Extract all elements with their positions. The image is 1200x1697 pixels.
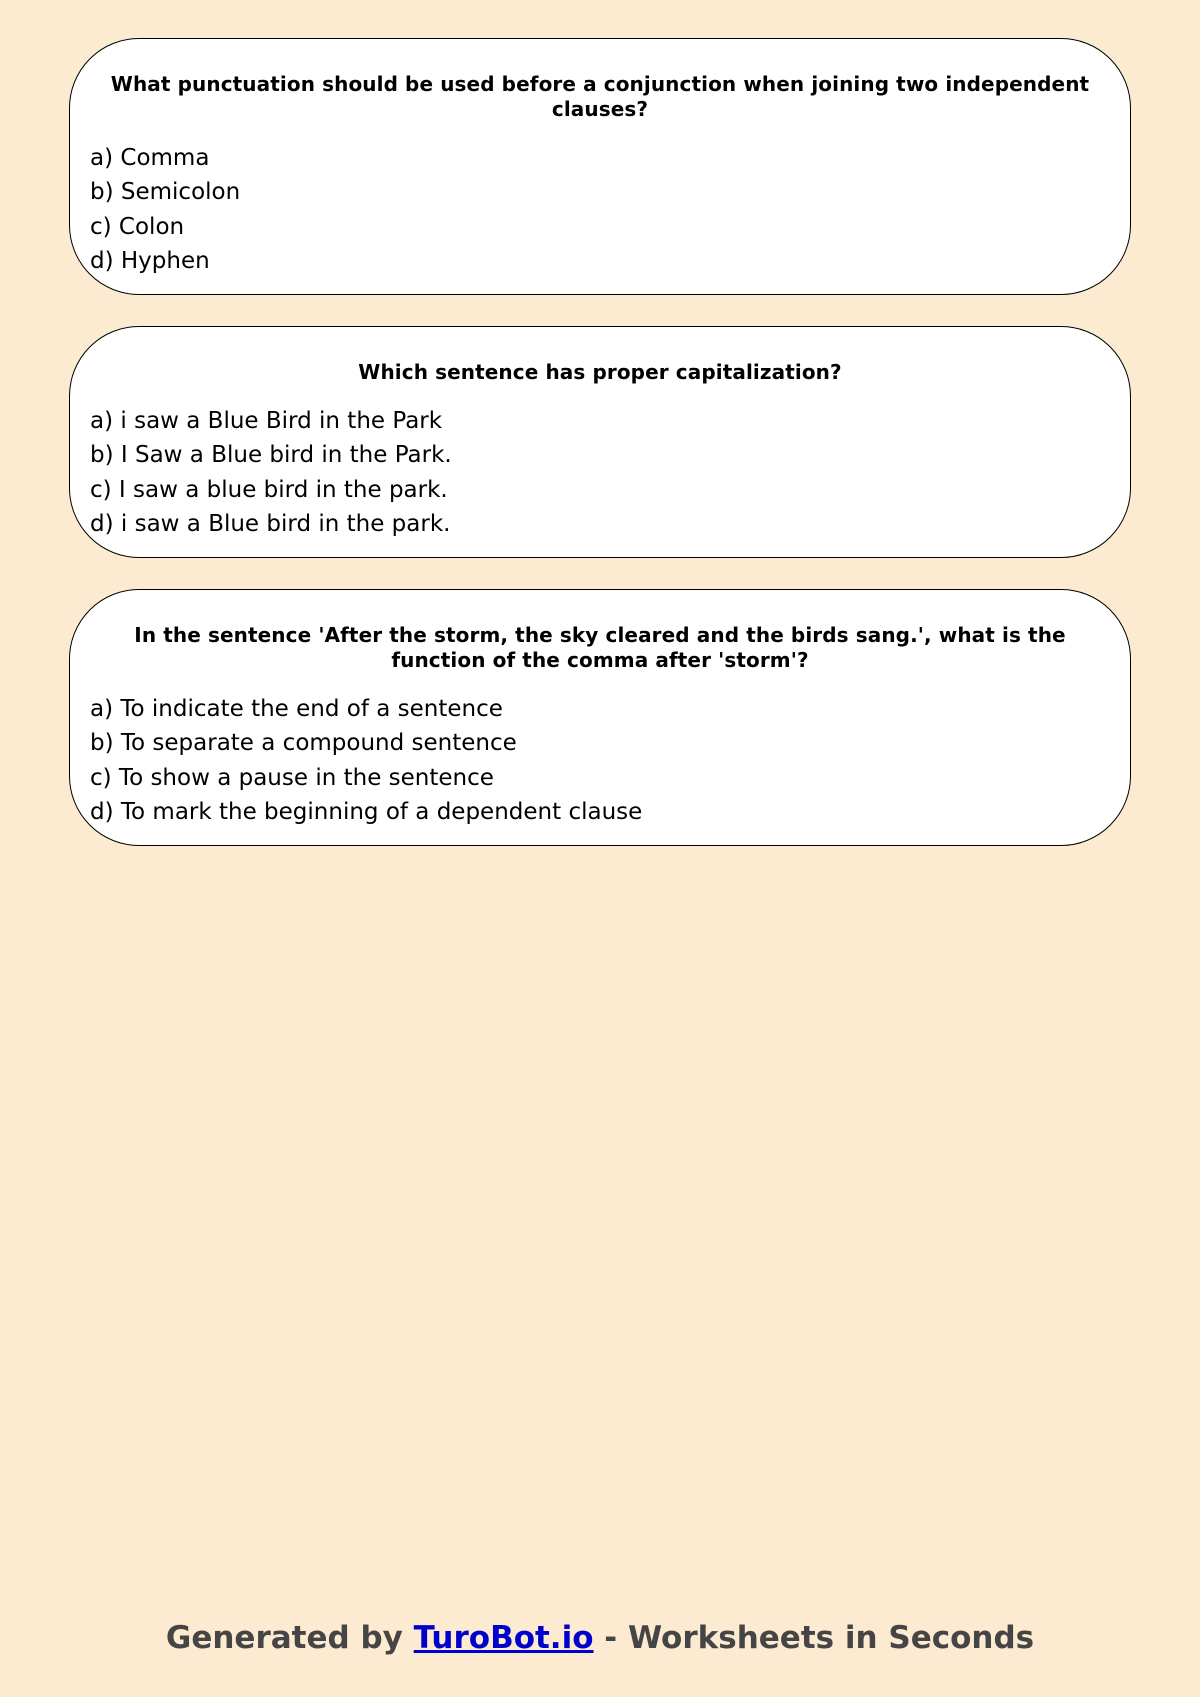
option-c: c) Colon [90,213,185,240]
question-text: In the sentence 'After the storm, the sky cleared and the birds sang.', what is the function of the comma after 'storm'? [134,623,1066,672]
options-list [90,404,1110,541]
footer-prefix: Generated by [165,1620,414,1656]
question-card-1 [69,38,1131,295]
options-list [90,692,1110,829]
option-b: b) To separate a compound sentence [90,730,517,757]
option-a: a) Comma [90,145,210,171]
option-a: a) i saw a Blue Bird in the Park [90,408,443,434]
question-card-2 [69,326,1131,558]
footer-suffix: - Worksheets in Seconds [593,1620,1035,1656]
option-c: c) To show a pause in the sentence [90,764,494,791]
options-list [90,141,1110,278]
option-d: d) Hyphen [90,247,210,274]
option-b: b) I Saw a Blue bird in the Park. [90,442,452,469]
question-card-3 [69,589,1131,846]
question-text: What punctuation should be used before a conjunction when joining two independent clauses? [110,72,1090,121]
option-b: b) Semicolon [90,179,241,206]
option-c: c) I saw a blue bird in the park. [90,476,448,503]
footer-credit [0,1618,1200,1658]
option-a: a) To indicate the end of a sentence [90,696,503,722]
option-d: d) i saw a Blue bird in the park. [90,510,451,537]
option-d: d) To mark the beginning of a dependent clause [90,798,643,825]
question-text: Which sentence has proper capitalization? [358,360,842,384]
turobot-link[interactable]: TuroBot.io [413,1620,594,1656]
